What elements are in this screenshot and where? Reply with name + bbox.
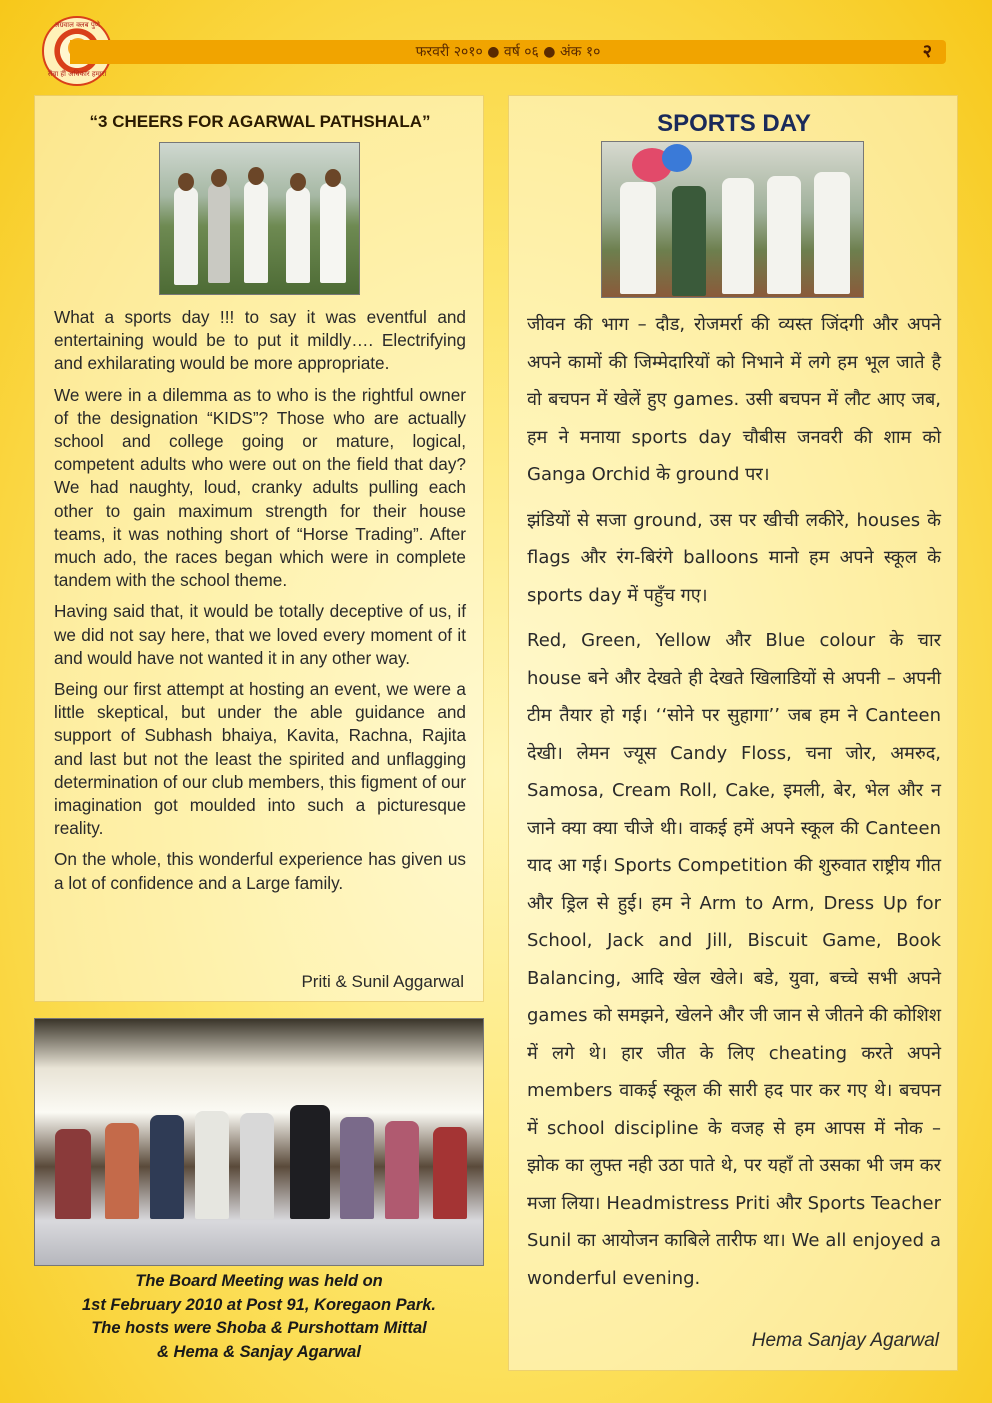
photo-person — [620, 182, 656, 294]
right-paragraph: झंडियों से सजा ground, उस पर खीची लकीरे, houses के flags और रंग-बिरंगे balloons मानो हम अपने स्कूल के sports day में पहुँच गए। — [527, 509, 941, 606]
left-paragraph: We were in a dilemma as to who is the rightful owner of the designation “KIDS”? Those who are actually school and college going or mature, logical, competent adults who were out on the field that day? We had naughty, loud, cranky adults pulling each other to gain maximum strength for their house teams, it was nothing short of “Horse Trading”. After much ado, the races began which were in complete tandem with the school theme. — [54, 384, 466, 591]
photo-person — [195, 1111, 229, 1219]
photo-person — [814, 172, 850, 294]
logo-text-top: अग्रवाल क्लब पुणे — [54, 21, 100, 29]
issue-line: फरवरी २०१० ● वर्ष ०६ ● अंक १० — [415, 44, 601, 60]
sports-day-photo — [601, 141, 864, 298]
photo-person — [320, 183, 346, 283]
caption-line: The Board Meeting was held on — [135, 1272, 383, 1290]
photo-person — [340, 1117, 374, 1219]
photo-person-head — [325, 169, 341, 187]
photo-person-head — [248, 167, 264, 185]
left-article-author: Priti & Sunil Aggarwal — [301, 972, 464, 991]
photo-person — [290, 1105, 330, 1219]
board-meeting-photo — [34, 1018, 484, 1266]
photo-person — [672, 186, 706, 296]
photo-person — [244, 181, 268, 283]
photo-person — [433, 1127, 467, 1219]
photo-person-head — [211, 169, 227, 187]
photo-person-head — [178, 173, 194, 191]
photo-person — [55, 1129, 91, 1219]
left-article-title: “3 CHEERS FOR AGARWAL PATHSHALA” — [89, 112, 431, 131]
left-paragraph: What a sports day !!! to say it was eventful and entertaining would be to put it mildly…. Electrifying and exhilarating would be more appropriate. — [54, 307, 466, 374]
balloon-icon — [662, 144, 692, 172]
header-bar — [70, 40, 946, 64]
left-article-body — [54, 306, 466, 903]
left-paragraph: Having said that, it would be totally deceptive of us, if we did not say here, that we loved every moment of it and would have not wanted it in any other way. — [54, 601, 466, 668]
photo-person — [150, 1115, 184, 1219]
right-paragraph: जीवन की भाग – दौड, रोजमर्रा की व्यस्त जिंदगी और अपने अपने कामों की जिम्मेदारियों को निभाने में लगे हम भूल जाते है वो बचपन में खेलें हुए games. उसी बचपन में लौट आए जब, हम ने मनाया sports day चौबीस जनवरी की शाम को Ganga Orchid के ground पर। — [527, 314, 941, 485]
photo-person-head — [290, 173, 306, 191]
board-meeting-caption — [34, 1270, 484, 1364]
logo-text-bottom: सेवा ही अधिकार हमारा — [47, 70, 107, 78]
photo-person — [174, 187, 198, 285]
photo-person — [240, 1113, 274, 1219]
photo-person — [105, 1123, 139, 1219]
right-article-body — [527, 306, 941, 1305]
sports-field-photo — [159, 142, 360, 295]
photo-person — [722, 178, 754, 294]
photo-person — [286, 187, 310, 283]
left-paragraph: Being our first attempt at hosting an event, we were a little skeptical, but under the able guidance and support of Subhash bhaiya, Kavita, Rachna, Rajita and last but not the least the spirited and unflagging determination of our club members, this figment of our imagination got moulded into such a picturesque reality. — [54, 679, 466, 839]
page-number: २ — [922, 41, 932, 62]
left-article-panel — [34, 95, 484, 1002]
caption-line: The hosts were Shoba & Purshottam Mittal — [91, 1319, 427, 1337]
photo-person — [208, 183, 230, 283]
right-article-panel — [508, 95, 958, 1371]
photo-person — [385, 1121, 419, 1219]
left-paragraph: On the whole, this wonderful experience has given us a lot of confidence and a Large family. — [54, 849, 466, 893]
caption-line: & Hema & Sanjay Agarwal — [157, 1342, 361, 1361]
photo-person — [767, 176, 801, 294]
right-article-title: SPORTS DAY — [657, 110, 811, 137]
caption-line: 1st February 2010 at Post 91, Koregaon Park. — [82, 1295, 436, 1314]
right-article-author: Hema Sanjay Agarwal — [751, 1330, 939, 1351]
right-paragraph: Red, Green, Yellow और Blue colour के चार house बने और देखते ही देखते खिलाडियों से अपनी – अपनी टीम तैयार हो गई। ‘‘सोने पर सुहागा’’ जब हम ने Canteen देखी। लेमन ज्यूस Candy Floss, चना जोर, अमरुद, Samosa, Cream Roll, Cake, इमली, बेर, भेल और न जाने क्या क्या चीजे थी। वाकई हमें अपने स्कूल की Canteen याद आ गई। Sports Competition की शुरुवात राष्ट्रीय गीत और ड्रिल से हुई। हम ने Arm to Arm, Dress Up for School, Jack and Jill, Biscuit Game, Book Balancing, आदि खेल खेले। बडे, युवा, बच्चे सभी अपने games को समझने, खेलने और जी जान से जीतने की कोशिश में लगे थे। हार जीत के लिए cheating करते अपने members वाकई स्कूल की सारी हद पार कर गए थे। बचपन में school discipline के वजह से हम आपस में नोक – झोक का लुफ्त नही उठा पाते थे, पर यहाँ तो उसका भी जम कर मजा लिया। Headmistress Priti और Sports Teacher Sunil का आयोजन काबिले तारीफ था। We all enjoyed a wonderful evening. — [527, 630, 941, 1289]
